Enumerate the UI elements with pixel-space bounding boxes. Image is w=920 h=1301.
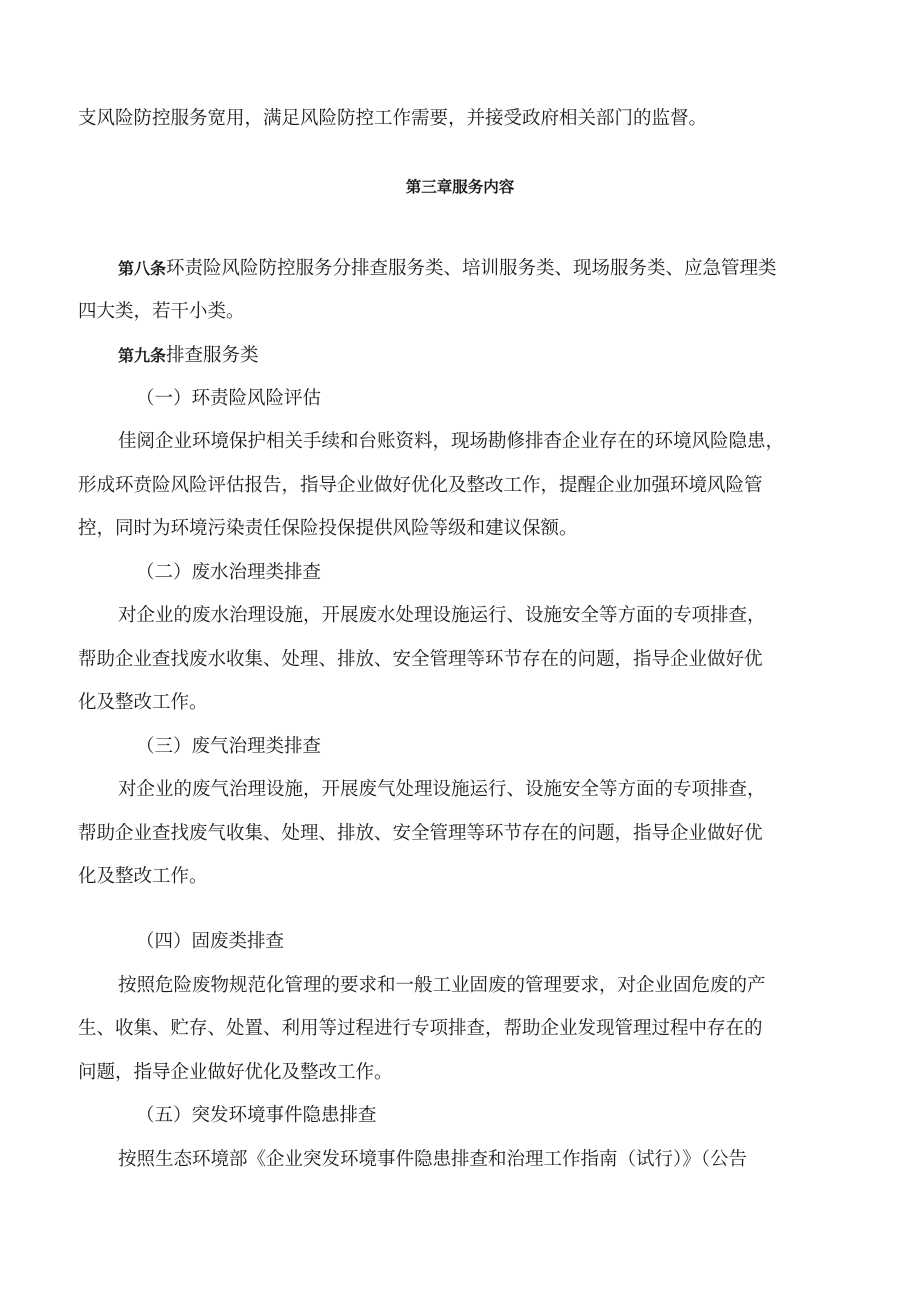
section-2-title: （二）废水治理类排查 — [136, 562, 322, 583]
section-5-title: （五）突发环境事件隐患排查 — [136, 1105, 377, 1126]
section-1-title: （一）环责险风险评估 — [136, 388, 322, 409]
article-8-text: 环责险风险防控服务分排查服务类、培训服务类、现场服务类、应急管理类 — [166, 258, 777, 279]
section-5-line-1: 按照生态环境部《企业突发环境事件隐患排查和治理工作指南（试行）》（公告 — [118, 1149, 748, 1170]
section-3-line-1: 对企业的废气治理设施，开展废气处理设施运行、设施安全等方面的专项排查， — [118, 779, 766, 800]
article-9 — [118, 344, 259, 368]
section-1-line-3: 控，同时为环境污染责任保险投保提供风险等级和建议保额。 — [78, 518, 578, 539]
section-1-line-1: 佳阅企业环境保护相关手续和台账资料，现场勘修排杳企业存在的环境风险隐患， — [118, 431, 785, 452]
chapter-heading: 第三章服务内容 — [405, 178, 515, 196]
section-2-line-3: 化及整改工作。 — [78, 692, 208, 713]
section-2-line-1: 对企业的废水治理设施，开展废水处理设施运行、设施安全等方面的专项排查， — [118, 605, 766, 626]
section-4-line-1: 按照危险废物规范化管理的要求和一般工业固废的管理要求，对企业固危废的产 — [118, 975, 766, 996]
section-4-title: （四）固废类排查 — [136, 931, 285, 952]
article-9-label: 第九条 — [118, 346, 167, 365]
section-4-line-3: 问题，指导企业做好优化及整改工作。 — [78, 1062, 393, 1083]
section-2-line-2: 帮助企业查找废水收集、处理、排放、安全管理等环节存在的问题，指导企业做好优 — [78, 649, 763, 670]
section-4-line-2: 生、收集、贮存、处置、利用等过程进行专项排查，帮助企业发现管理过程中存在的 — [78, 1018, 763, 1039]
section-1-line-2: 形成环贲险风险评估报告，指导企业做好优化及整改工作，提醒企业加强环境风险管 — [78, 475, 763, 496]
article-8-line-2: 四大类，若干小类。 — [78, 301, 245, 322]
section-3-line-3: 化及整改工作。 — [78, 866, 208, 887]
article-9-text: 排查服务类 — [166, 345, 259, 366]
article-8-line-1 — [118, 257, 777, 281]
section-3-title: （三）废气治理类排查 — [136, 736, 322, 757]
section-3-line-2: 帮助企业查找废气收集、处理、排放、安全管理等环节存在的问题，指导企业做好优 — [78, 823, 763, 844]
article-8-label: 第八条 — [118, 259, 167, 278]
carry-over-paragraph: 支风险防控服务宽用，满足风险防控工作需要，并接受政府相关部门的监督。 — [78, 108, 708, 129]
